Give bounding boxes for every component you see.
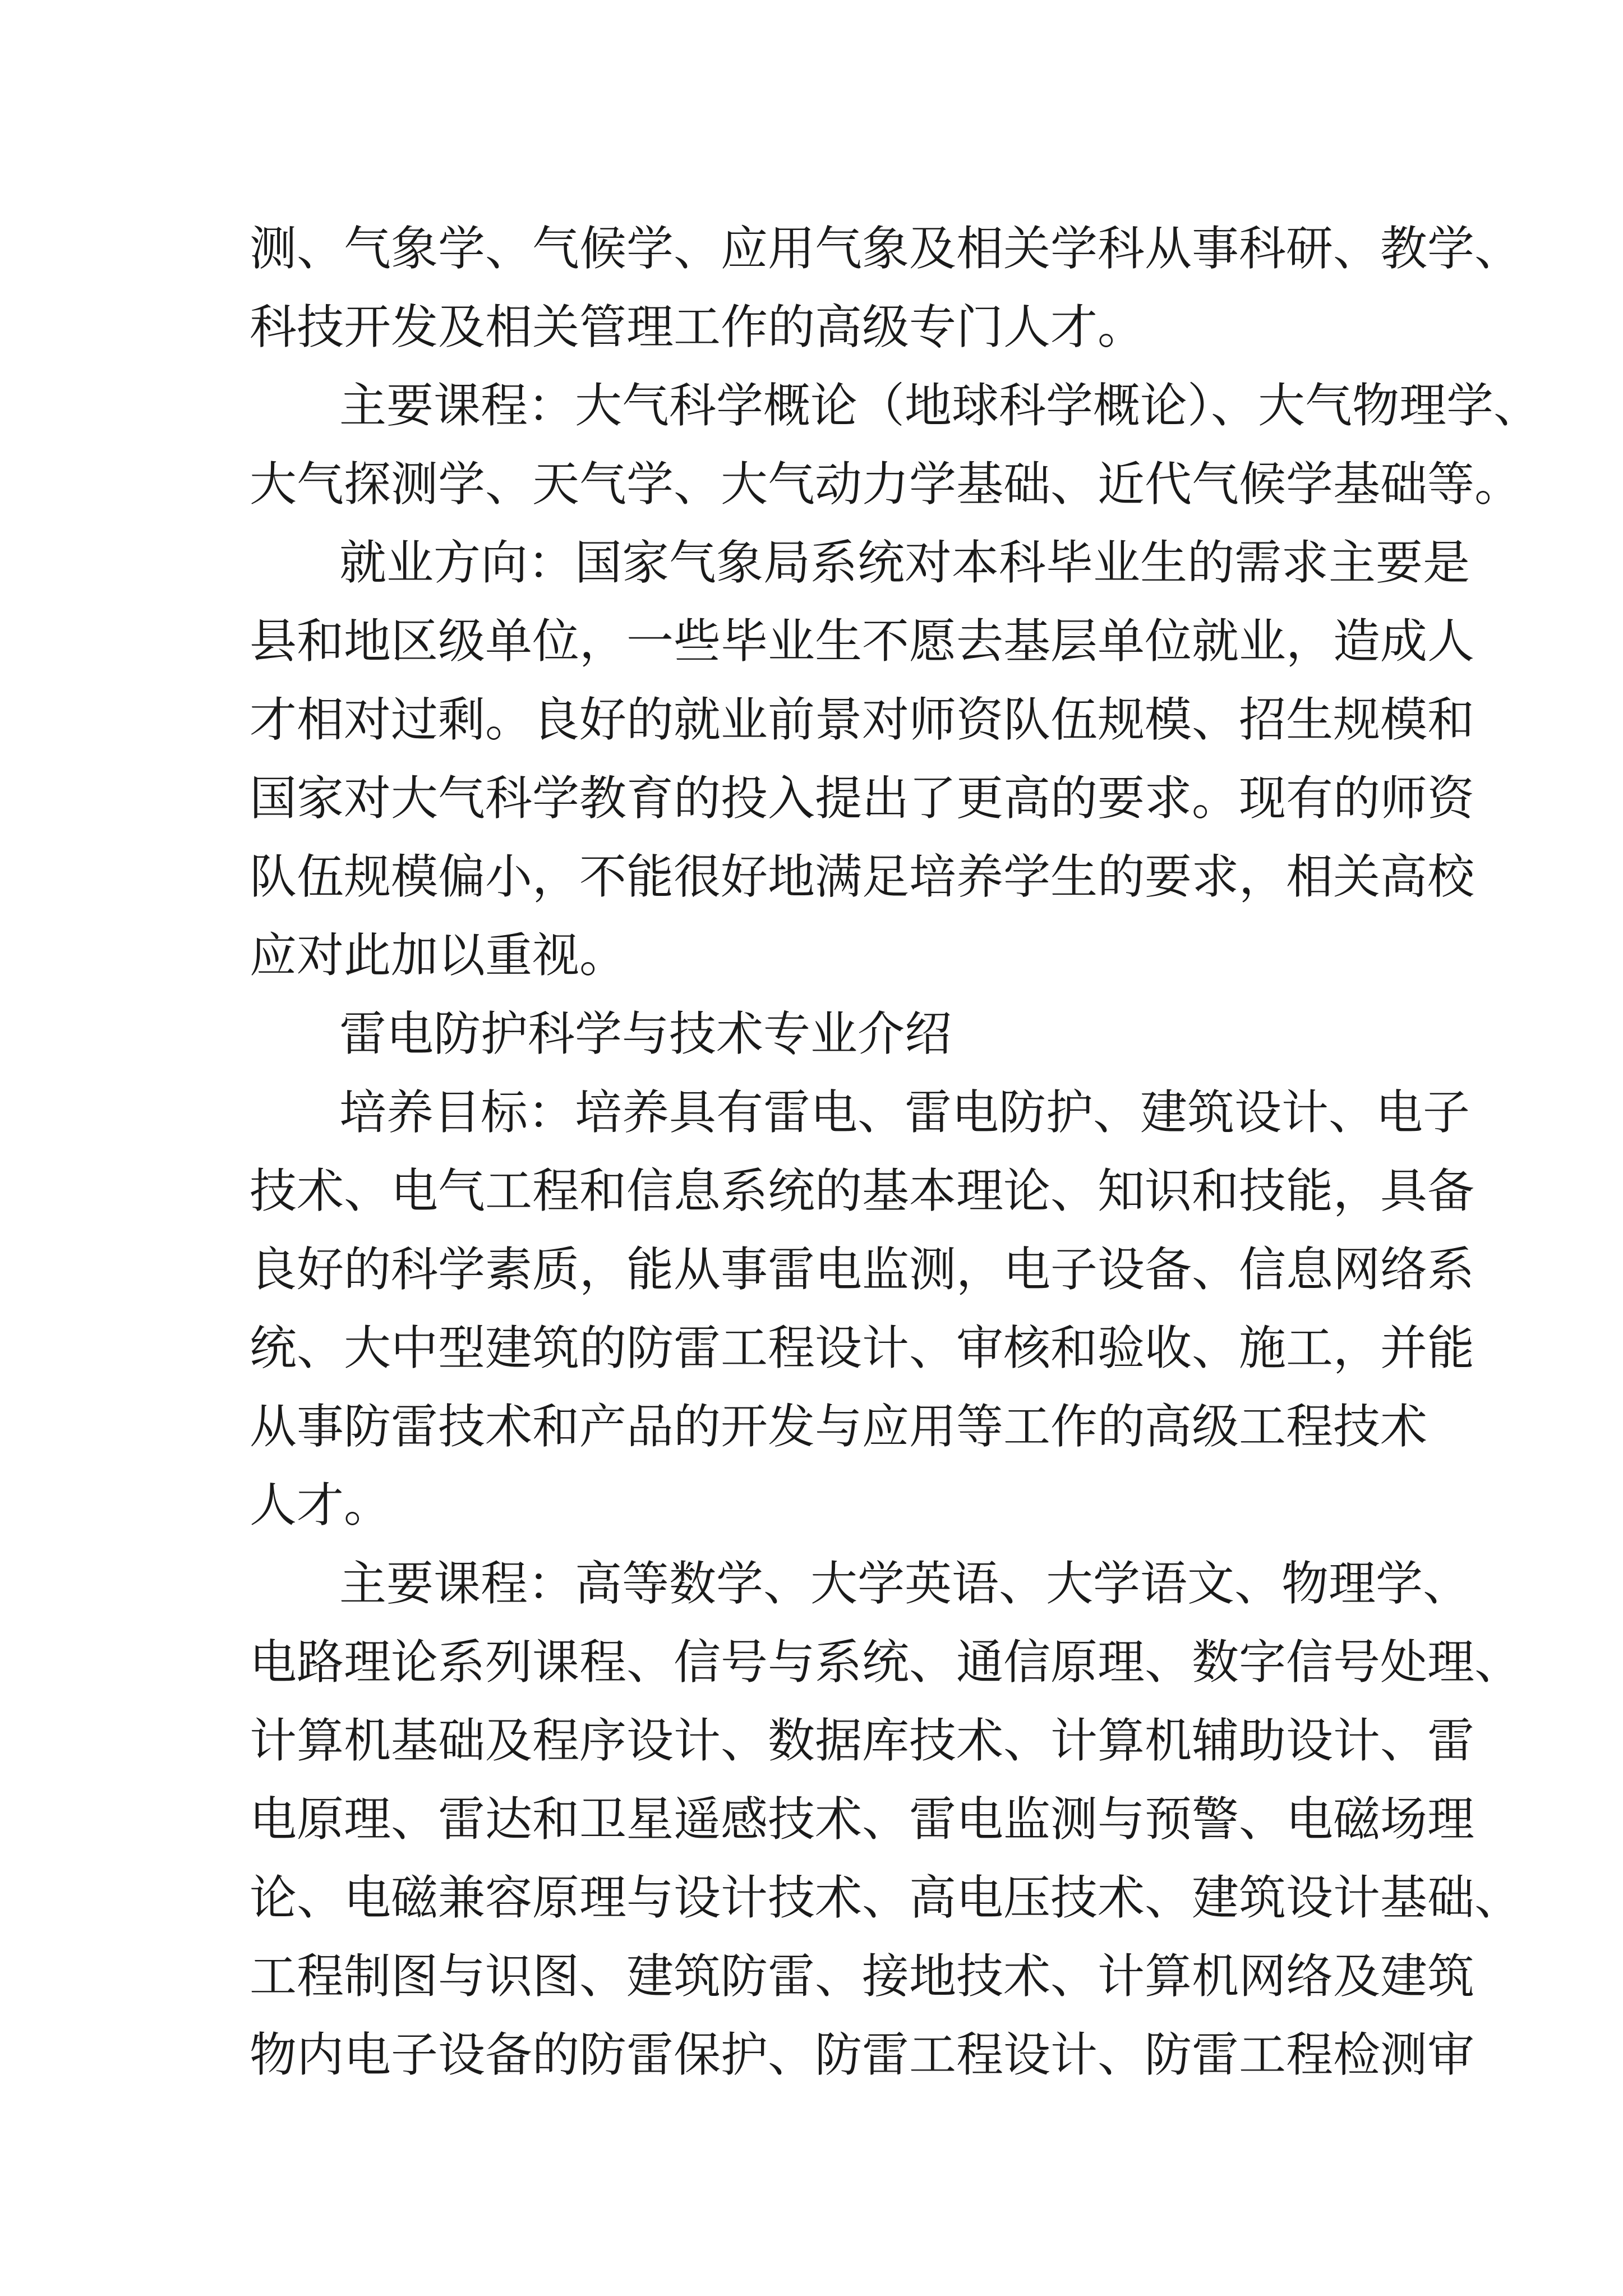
text-line: 人才。 — [250, 1478, 391, 1533]
paragraph-start-line: 就业方向：国家气象局系统对本科毕业生的需求主要是 — [339, 535, 1470, 590]
text-line: 科技开发及相关管理工作的高级专门人才。 — [250, 300, 1145, 355]
text-line: 国家对大气科学教育的投入提出了更高的要求。现有的师资 — [250, 771, 1475, 826]
text-line: 大气探测学、天气学、大气动力学基础、近代气候学基础等。 — [250, 457, 1522, 512]
paragraph-start-line: 主要课程：高等数学、大学英语、大学语文、物理学、 — [339, 1556, 1470, 1611]
text-line: 统、大中型建筑的防雷工程设计、审核和验收、施工，并能 — [250, 1320, 1475, 1375]
paragraph-start-line: 主要课程：大气科学概论（地球科学概论）、大气物理学、 — [339, 378, 1541, 433]
text-line: 电原理、雷达和卫星遥感技术、雷电监测与预警、电磁场理 — [250, 1792, 1475, 1847]
section-heading: 雷电防护科学与技术专业介绍 — [339, 1006, 952, 1061]
text-line: 队伍规模偏小，不能很好地满足培养学生的要求，相关高校 — [250, 849, 1475, 904]
text-line: 测、气象学、气候学、应用气象及相关学科从事科研、教学、 — [250, 221, 1522, 276]
text-line: 县和地区级单位，一些毕业生不愿去基层单位就业，造成人 — [250, 614, 1475, 669]
text-line: 应对此加以重视。 — [250, 928, 627, 983]
text-line: 物内电子设备的防雷保护、防雷工程设计、防雷工程检测审 — [250, 2027, 1475, 2082]
text-line: 电路理论系列课程、信号与系统、通信原理、数字信号处理、 — [250, 1635, 1522, 1690]
paragraph-start-line: 培养目标：培养具有雷电、雷电防护、建筑设计、电子 — [339, 1085, 1470, 1140]
text-line: 计算机基础及程序设计、数据库技术、计算机辅助设计、雷 — [250, 1713, 1475, 1768]
text-line: 论、电磁兼容原理与设计技术、高电压技术、建筑设计基础、 — [250, 1870, 1522, 1925]
text-line: 工程制图与识图、建筑防雷、接地技术、计算机网络及建筑 — [250, 1949, 1475, 2004]
text-line: 才相对过剩。良好的就业前景对师资队伍规模、招生规模和 — [250, 692, 1475, 747]
text-line: 从事防雷技术和产品的开发与应用等工作的高级工程技术 — [250, 1399, 1428, 1454]
text-line: 技术、电气工程和信息系统的基本理论、知识和技能，具备 — [250, 1163, 1475, 1218]
text-line: 良好的科学素质，能从事雷电监测，电子设备、信息网络系 — [250, 1242, 1475, 1297]
